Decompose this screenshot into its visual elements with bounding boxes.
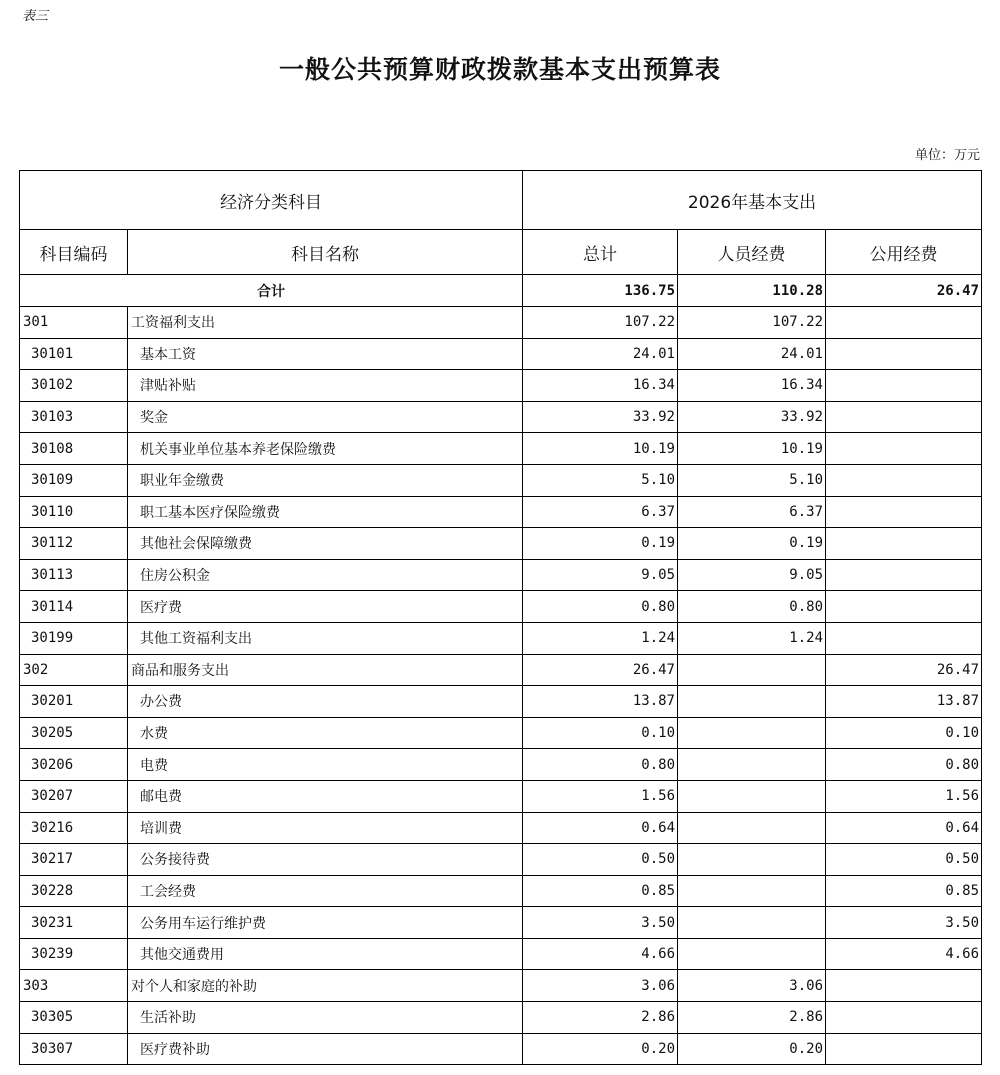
table-row [20, 686, 982, 718]
row-name: 工会经费 [128, 875, 523, 907]
header-row-columns [20, 230, 982, 275]
row-public [826, 370, 982, 402]
row-personnel: 107.22 [678, 307, 826, 339]
row-total: 0.80 [523, 591, 678, 623]
table-row [20, 401, 982, 433]
row-public [826, 338, 982, 370]
row-code: 30307 [20, 1033, 128, 1065]
row-total: 0.50 [523, 844, 678, 876]
row-code: 30228 [20, 875, 128, 907]
table-row [20, 622, 982, 654]
row-name: 其他交通费用 [128, 938, 523, 970]
row-personnel [678, 938, 826, 970]
row-name: 医疗费 [128, 591, 523, 623]
row-public [826, 401, 982, 433]
row-public: 26.47 [826, 654, 982, 686]
row-public [826, 307, 982, 339]
row-total: 13.87 [523, 686, 678, 718]
row-total: 3.06 [523, 970, 678, 1002]
table-row [20, 338, 982, 370]
table-row [20, 654, 982, 686]
header-name: 科目名称 [128, 230, 523, 275]
row-public [826, 970, 982, 1002]
row-personnel: 9.05 [678, 559, 826, 591]
row-name: 奖金 [128, 401, 523, 433]
table-row [20, 970, 982, 1002]
row-personnel: 2.86 [678, 1002, 826, 1034]
row-public [826, 528, 982, 560]
row-code: 303 [20, 970, 128, 1002]
header-row-group [20, 171, 982, 230]
row-code: 30114 [20, 591, 128, 623]
table-row [20, 1033, 982, 1065]
table-row [20, 528, 982, 560]
header-personnel: 人员经费 [678, 230, 826, 275]
row-code: 30103 [20, 401, 128, 433]
row-personnel: 10.19 [678, 433, 826, 465]
row-total: 0.10 [523, 717, 678, 749]
row-total: 0.20 [523, 1033, 678, 1065]
row-name: 电费 [128, 749, 523, 781]
row-name: 公务接待费 [128, 844, 523, 876]
row-total: 16.34 [523, 370, 678, 402]
row-personnel [678, 686, 826, 718]
row-personnel: 33.92 [678, 401, 826, 433]
total-label: 合计 [20, 275, 523, 307]
row-code: 30205 [20, 717, 128, 749]
row-total: 1.24 [523, 622, 678, 654]
row-total: 0.64 [523, 812, 678, 844]
row-total: 4.66 [523, 938, 678, 970]
row-code: 30101 [20, 338, 128, 370]
row-personnel: 0.19 [678, 528, 826, 560]
row-total: 10.19 [523, 433, 678, 465]
header-public: 公用经费 [826, 230, 982, 275]
table-row [20, 717, 982, 749]
row-public [826, 622, 982, 654]
row-name: 住房公积金 [128, 559, 523, 591]
row-personnel: 24.01 [678, 338, 826, 370]
row-code: 30206 [20, 749, 128, 781]
table-row [20, 780, 982, 812]
row-total: 5.10 [523, 464, 678, 496]
row-code: 30112 [20, 528, 128, 560]
budget-table [19, 170, 982, 1065]
row-code: 30216 [20, 812, 128, 844]
table-row [20, 907, 982, 939]
row-code: 301 [20, 307, 128, 339]
row-personnel [678, 717, 826, 749]
row-total: 107.22 [523, 307, 678, 339]
row-name: 其他工资福利支出 [128, 622, 523, 654]
row-name: 工资福利支出 [128, 307, 523, 339]
row-personnel [678, 844, 826, 876]
row-personnel: 1.24 [678, 622, 826, 654]
row-name: 水费 [128, 717, 523, 749]
table-row [20, 875, 982, 907]
table-row [20, 496, 982, 528]
row-name: 医疗费补助 [128, 1033, 523, 1065]
row-personnel: 5.10 [678, 464, 826, 496]
row-public: 3.50 [826, 907, 982, 939]
row-total: 6.37 [523, 496, 678, 528]
row-total: 0.85 [523, 875, 678, 907]
table-row [20, 559, 982, 591]
row-personnel [678, 780, 826, 812]
table-row [20, 464, 982, 496]
row-code: 30201 [20, 686, 128, 718]
row-total: 24.01 [523, 338, 678, 370]
row-public [826, 1033, 982, 1065]
total-personnel: 110.28 [678, 275, 826, 307]
row-public: 4.66 [826, 938, 982, 970]
row-personnel [678, 654, 826, 686]
row-code: 30239 [20, 938, 128, 970]
row-code: 30109 [20, 464, 128, 496]
row-personnel [678, 907, 826, 939]
table-row [20, 749, 982, 781]
row-code: 30199 [20, 622, 128, 654]
row-public [826, 559, 982, 591]
row-name: 邮电费 [128, 780, 523, 812]
row-personnel: 16.34 [678, 370, 826, 402]
row-name: 其他社会保障缴费 [128, 528, 523, 560]
row-code: 30102 [20, 370, 128, 402]
header-basic-expenditure-year: 2026年基本支出 [523, 171, 982, 230]
row-name: 公务用车运行维护费 [128, 907, 523, 939]
header-code: 科目编码 [20, 230, 128, 275]
row-public [826, 1002, 982, 1034]
row-code: 30217 [20, 844, 128, 876]
row-code: 302 [20, 654, 128, 686]
row-name: 培训费 [128, 812, 523, 844]
unit-label: 单位：万元 [914, 148, 980, 163]
row-name: 机关事业单位基本养老保险缴费 [128, 433, 523, 465]
row-public: 0.64 [826, 812, 982, 844]
row-name: 办公费 [128, 686, 523, 718]
table-row [20, 844, 982, 876]
total-sum: 136.75 [523, 275, 678, 307]
row-code: 30207 [20, 780, 128, 812]
row-total: 0.19 [523, 528, 678, 560]
row-name: 商品和服务支出 [128, 654, 523, 686]
row-public: 0.85 [826, 875, 982, 907]
row-personnel: 0.20 [678, 1033, 826, 1065]
row-public: 0.50 [826, 844, 982, 876]
row-code: 30113 [20, 559, 128, 591]
row-name: 职工基本医疗保险缴费 [128, 496, 523, 528]
row-code: 30231 [20, 907, 128, 939]
table-row [20, 1002, 982, 1034]
total-public: 26.47 [826, 275, 982, 307]
table-row [20, 433, 982, 465]
row-personnel: 6.37 [678, 496, 826, 528]
row-personnel [678, 749, 826, 781]
row-personnel: 0.80 [678, 591, 826, 623]
table-row [20, 812, 982, 844]
row-personnel: 3.06 [678, 970, 826, 1002]
header-total: 总计 [523, 230, 678, 275]
row-total: 2.86 [523, 1002, 678, 1034]
row-code: 30305 [20, 1002, 128, 1034]
row-total: 3.50 [523, 907, 678, 939]
row-code: 30108 [20, 433, 128, 465]
row-total: 9.05 [523, 559, 678, 591]
row-public [826, 433, 982, 465]
row-public: 0.80 [826, 749, 982, 781]
row-public: 0.10 [826, 717, 982, 749]
table-row [20, 307, 982, 339]
table-row [20, 938, 982, 970]
row-name: 职业年金缴费 [128, 464, 523, 496]
row-code: 30110 [20, 496, 128, 528]
page-title: 一般公共预算财政拨款基本支出预算表 [278, 55, 721, 84]
row-personnel [678, 812, 826, 844]
row-public [826, 496, 982, 528]
row-name: 对个人和家庭的补助 [128, 970, 523, 1002]
row-name: 基本工资 [128, 338, 523, 370]
row-total: 26.47 [523, 654, 678, 686]
header-economic-classification: 经济分类科目 [20, 171, 523, 230]
row-name: 生活补助 [128, 1002, 523, 1034]
row-personnel [678, 875, 826, 907]
row-public [826, 464, 982, 496]
row-total: 0.80 [523, 749, 678, 781]
row-public: 13.87 [826, 686, 982, 718]
row-total: 1.56 [523, 780, 678, 812]
row-public [826, 591, 982, 623]
row-name: 津贴补贴 [128, 370, 523, 402]
row-public: 1.56 [826, 780, 982, 812]
table-row [20, 591, 982, 623]
table-number-label: 表三 [22, 9, 49, 24]
total-row [20, 275, 982, 307]
table-row [20, 370, 982, 402]
row-total: 33.92 [523, 401, 678, 433]
